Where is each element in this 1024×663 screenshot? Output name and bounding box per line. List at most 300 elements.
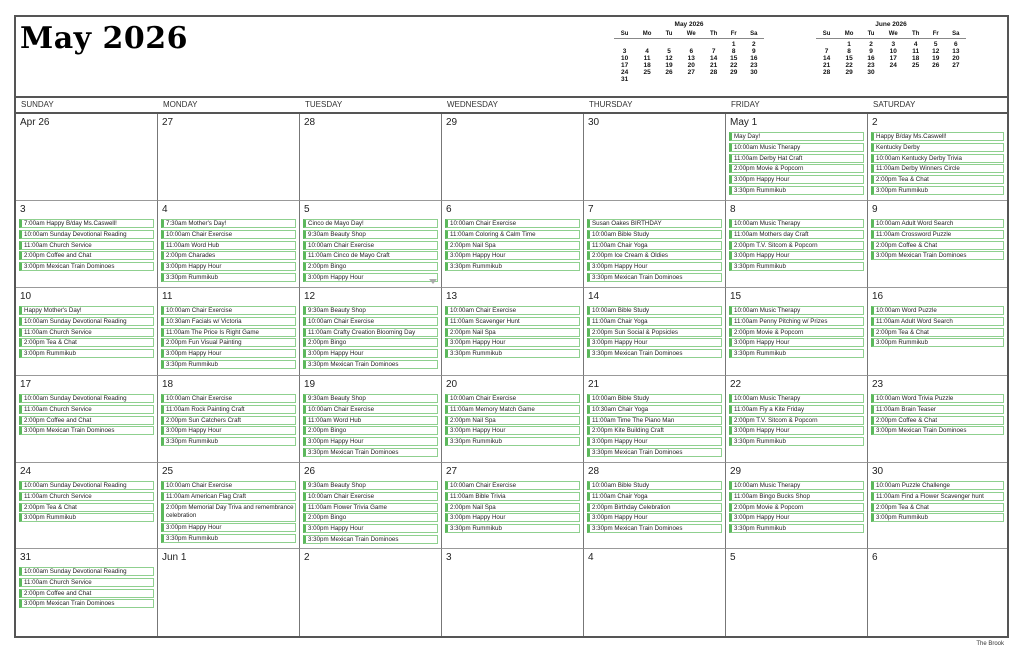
day-cell[interactable] <box>584 114 726 201</box>
event-item[interactable]: 11:00am Fly a Kite Friday <box>729 405 864 414</box>
mini-calendar-day[interactable]: 1 <box>847 41 851 48</box>
event-item[interactable]: 11:00am Mothers day Craft <box>729 230 864 239</box>
calendar-page <box>14 15 1009 638</box>
day-cell[interactable] <box>726 549 868 636</box>
day-cell[interactable] <box>158 463 300 549</box>
day-number: 3 <box>446 552 452 563</box>
event-item[interactable]: 2:00pm Tea & Chat <box>19 503 154 512</box>
event-item[interactable]: 3:00pm Happy Hour <box>303 349 438 358</box>
day-number: 23 <box>872 379 884 390</box>
event-item[interactable]: 11:00am The Price Is Right Game <box>161 328 296 337</box>
event-item[interactable]: 11:00am Derby Hat Craft <box>729 154 864 163</box>
event-item[interactable]: 2:00pm Memorial Day Triva and remembrance celebration <box>161 503 296 522</box>
event-item[interactable]: 2:00pm Tea & Chat <box>871 328 1004 337</box>
event-item[interactable]: 11:00am Flower Trivia Game <box>303 503 438 512</box>
event-item[interactable]: 11:00am Time The Piano Man <box>587 416 722 425</box>
event-item[interactable]: 10:00am Sunday Devotional Reading <box>19 567 154 576</box>
event-item[interactable]: 3:30pm Rummikub <box>161 273 296 282</box>
event-item[interactable]: 11:00am Crossword Puzzle <box>871 230 1004 239</box>
event-item[interactable]: 10:00am Chair Exercise <box>445 219 580 228</box>
day-number: 30 <box>872 466 884 477</box>
day-number: 26 <box>304 466 316 477</box>
event-item[interactable]: 10:00am Chair Exercise <box>445 306 580 315</box>
mini-calendar-day[interactable]: 13 <box>687 55 695 62</box>
event-item[interactable]: 10:00am Sunday Devotional Reading <box>19 230 154 239</box>
event-item[interactable]: 11:00am Church Service <box>19 241 154 250</box>
more-events-arrow-icon[interactable] <box>429 279 437 284</box>
day-number: 13 <box>446 291 458 302</box>
event-item[interactable]: 2:00pm Tea & Chat <box>871 503 1004 512</box>
event-item[interactable]: 2:00pm Movie & Popcorn <box>729 503 864 512</box>
day-cell[interactable] <box>726 201 868 288</box>
event-item[interactable]: 2:00pm Sun Catchers Craft <box>161 416 296 425</box>
event-item[interactable]: 3:00pm Happy Hour <box>587 338 722 347</box>
mini-calendar-day[interactable]: 10 <box>889 48 897 55</box>
mini-calendar-day[interactable]: 23 <box>867 62 875 69</box>
mini-calendar-day[interactable]: 18 <box>643 62 651 69</box>
event-item[interactable]: 10:00am Chair Exercise <box>303 317 438 326</box>
event-item[interactable]: 11:00am Church Service <box>19 405 154 414</box>
mini-calendar-weekday: Tu <box>861 31 881 39</box>
event-item[interactable]: 2:00pm T.V. Sitcom & Popcorn <box>729 241 864 250</box>
mini-calendar-day[interactable]: 9 <box>869 48 873 55</box>
event-item[interactable]: 2:00pm Bingo <box>303 513 438 522</box>
event-item[interactable]: 2:00pm Nail Spa <box>445 241 580 250</box>
event-item[interactable]: 11:00am Memory Match Game <box>445 405 580 414</box>
mini-calendar-day[interactable]: 14 <box>710 55 718 62</box>
day-number: 14 <box>588 291 600 302</box>
day-cell[interactable] <box>158 376 300 463</box>
day-cell[interactable] <box>158 288 300 376</box>
event-item[interactable]: 11:00am Find a Flower Scavenger hunt <box>871 492 1004 501</box>
event-item[interactable]: 11:00am Derby Winners Circle <box>871 164 1004 173</box>
day-cell[interactable] <box>16 201 158 288</box>
mini-calendar-day[interactable]: 16 <box>750 55 758 62</box>
day-cell[interactable] <box>868 463 1007 549</box>
event-item[interactable]: 3:00pm Mexican Train Dominoes <box>871 251 1004 260</box>
mini-calendar-day[interactable]: 2 <box>752 41 756 48</box>
event-item[interactable]: 2:00pm Kite Building Craft <box>587 426 722 435</box>
mini-calendar-day[interactable]: 2 <box>869 41 873 48</box>
mini-calendar-day <box>659 39 679 49</box>
event-item[interactable]: 3:00pm Happy Hour <box>161 262 296 271</box>
mini-calendar-day[interactable]: 30 <box>867 69 875 76</box>
event-item[interactable]: Happy B/day Ms.Caswell! <box>871 132 1004 141</box>
mini-calendar-day <box>946 69 966 76</box>
event-item[interactable]: 3:30pm Rummikub <box>445 262 580 271</box>
mini-calendar-day[interactable]: 5 <box>667 48 671 55</box>
mini-calendar-day[interactable]: 11 <box>643 55 651 62</box>
mini-calendar-day[interactable]: 25 <box>912 62 920 69</box>
day-number: 6 <box>872 552 878 563</box>
event-item[interactable]: 7:00am Happy B/day Ms.Caswell! <box>19 219 154 228</box>
mini-calendar-day[interactable]: 8 <box>847 48 851 55</box>
mini-calendar-day[interactable]: 5 <box>933 41 938 48</box>
mini-calendar-day[interactable]: 12 <box>932 48 940 55</box>
mini-calendar-day[interactable]: 6 <box>954 41 958 48</box>
event-item[interactable]: 3:00pm Rummikub <box>19 513 154 522</box>
event-item[interactable]: 3:00pm Happy Hour <box>161 523 296 532</box>
event-item[interactable]: 10:00am Bible Study <box>587 306 722 315</box>
event-item[interactable]: 10:00am Chair Exercise <box>445 481 580 490</box>
mini-calendar-day[interactable]: 16 <box>867 55 875 62</box>
event-item[interactable]: 3:30pm Mexican Train Dominoes <box>587 524 722 533</box>
event-item[interactable]: 2:00pm Bingo <box>303 426 438 435</box>
day-number: 10 <box>20 291 32 302</box>
day-number: 24 <box>20 466 32 477</box>
event-item[interactable]: 3:00pm Happy Hour <box>587 513 722 522</box>
mini-calendar-day[interactable]: 1 <box>731 41 736 48</box>
day-number: 30 <box>588 117 600 128</box>
event-item[interactable]: 3:30pm Rummikub <box>161 437 296 446</box>
mini-calendar-day[interactable]: 24 <box>620 69 629 76</box>
day-cell[interactable] <box>300 114 442 201</box>
event-item[interactable]: Happy Mother's Day! <box>19 306 154 315</box>
mini-calendar-day <box>744 76 764 83</box>
event-item[interactable]: 3:30pm Mexican Train Dominoes <box>587 448 722 457</box>
event-item[interactable]: 3:30pm Mexican Train Dominoes <box>587 273 722 282</box>
day-number: 5 <box>304 204 310 215</box>
event-item[interactable]: Kentucky Derby <box>871 143 1004 152</box>
event-item[interactable]: 3:00pm Mexican Train Dominoes <box>871 426 1004 435</box>
event-item[interactable]: 10:00am Chair Exercise <box>303 241 438 250</box>
day-cell[interactable] <box>442 114 584 201</box>
event-item[interactable]: Cinco de Mayo Day! <box>303 219 438 228</box>
day-cell[interactable] <box>442 201 584 288</box>
day-cell[interactable] <box>868 288 1007 376</box>
event-item[interactable]: 2:00pm Coffee and Chat <box>19 251 154 260</box>
day-cell[interactable] <box>16 549 158 636</box>
event-item[interactable]: 10:00am Sunday Devotional Reading <box>19 481 154 490</box>
event-item[interactable]: 3:30pm Rummikub <box>161 360 296 369</box>
day-cell[interactable] <box>300 549 442 636</box>
day-cell[interactable] <box>158 114 300 201</box>
event-item[interactable]: 3:30pm Rummikub <box>161 534 296 543</box>
event-item[interactable]: 11:00am Cinco de Mayo Craft <box>303 251 438 260</box>
mini-calendar-day[interactable]: 19 <box>932 55 940 62</box>
day-number: 28 <box>588 466 600 477</box>
event-item[interactable]: 3:00pm Happy Hour <box>303 273 438 282</box>
day-cell[interactable] <box>726 288 868 376</box>
event-item[interactable]: 2:00pm Coffee and Chat <box>19 416 154 425</box>
event-item[interactable]: 3:30pm Mexican Train Dominoes <box>303 360 438 369</box>
day-number: 25 <box>162 466 174 477</box>
day-cell[interactable] <box>584 549 726 636</box>
event-item[interactable]: 10:00am Music Therapy <box>729 143 864 152</box>
event-item[interactable]: 3:00pm Mexican Train Dominoes <box>19 599 154 608</box>
mini-calendar-day[interactable]: 28 <box>710 69 718 76</box>
event-item[interactable]: 11:00am Chair Yoga <box>587 317 722 326</box>
mini-calendar-weekday: Mo <box>635 31 659 39</box>
event-item[interactable]: 2:00pm Coffee and Chat <box>19 589 154 598</box>
event-item[interactable]: 2:00pm Sun Social & Popsicles <box>587 328 722 337</box>
day-cell[interactable] <box>442 463 584 549</box>
mini-calendar-day[interactable]: 18 <box>912 55 920 62</box>
day-cell[interactable] <box>300 463 442 549</box>
event-item[interactable]: 2:00pm Bingo <box>303 262 438 271</box>
mini-calendar-day[interactable]: 25 <box>643 69 651 76</box>
mini-calendar-day[interactable]: 4 <box>645 48 649 55</box>
event-item[interactable]: 3:00pm Happy Hour <box>729 426 864 435</box>
event-item[interactable]: 3:00pm Happy Hour <box>587 437 722 446</box>
event-item[interactable]: Susan Oakes BIRTHDAY <box>587 219 722 228</box>
event-item[interactable]: 10:00am Word Puzzle <box>871 306 1004 315</box>
mini-calendar-day[interactable]: 22 <box>845 62 853 69</box>
event-item[interactable]: 10:00am Bible Study <box>587 481 722 490</box>
day-cell[interactable] <box>584 201 726 288</box>
day-cell[interactable] <box>158 549 300 636</box>
mini-calendar-day[interactable]: 24 <box>889 62 897 69</box>
event-item[interactable]: 10:00am Adult Word Search <box>871 219 1004 228</box>
day-number: Apr 26 <box>20 117 50 128</box>
event-item[interactable]: 10:00am Chair Exercise <box>303 405 438 414</box>
event-item[interactable]: 3:00pm Happy Hour <box>729 338 864 347</box>
event-item[interactable]: 10:00am Chair Exercise <box>161 230 296 239</box>
day-cell[interactable] <box>868 201 1007 288</box>
mini-calendar-day[interactable]: 27 <box>952 62 960 69</box>
day-cell[interactable] <box>584 288 726 376</box>
mini-calendar-day <box>724 76 744 83</box>
event-item[interactable]: 11:00am Rock Painting Craft <box>161 405 296 414</box>
mini-calendar-day[interactable]: 21 <box>822 62 831 69</box>
weekday-wednesday: WEDNESDAY <box>447 100 498 109</box>
day-cell[interactable] <box>868 114 1007 201</box>
event-item[interactable]: 9:30am Beauty Shop <box>303 394 438 403</box>
event-item[interactable]: 11:00am Adult Word Search <box>871 317 1004 326</box>
mini-calendar-day[interactable]: 14 <box>822 55 831 62</box>
weekday-thursday: THURSDAY <box>589 100 633 109</box>
day-cell[interactable] <box>868 549 1007 636</box>
event-item[interactable]: 3:00pm Mexican Train Dominoes <box>19 262 154 271</box>
event-item[interactable]: 3:00pm Rummikub <box>871 338 1004 347</box>
event-item[interactable]: 3:30pm Rummikub <box>445 524 580 533</box>
mini-calendar-day[interactable]: 22 <box>730 62 738 69</box>
event-item[interactable]: 11:00am American Flag Craft <box>161 492 296 501</box>
event-item[interactable]: 2:00pm Charades <box>161 251 296 260</box>
event-item[interactable]: 2:00pm Nail Spa <box>445 503 580 512</box>
event-item[interactable]: 3:00pm Rummikub <box>871 513 1004 522</box>
day-cell[interactable] <box>16 288 158 376</box>
event-item[interactable]: 3:30pm Mexican Train Dominoes <box>303 535 438 544</box>
event-item[interactable]: 10:00am Sunday Devotional Reading <box>19 317 154 326</box>
day-cell[interactable] <box>868 376 1007 463</box>
mini-calendar-day[interactable]: 8 <box>731 48 736 55</box>
day-number: 3 <box>20 204 26 215</box>
event-item[interactable]: 11:00am Coloring & Calm Time <box>445 230 580 239</box>
event-item[interactable]: 11:00am Word Hub <box>303 416 438 425</box>
mini-calendar-day[interactable]: 21 <box>710 62 718 69</box>
event-item[interactable]: 3:30pm Rummikub <box>445 349 580 358</box>
event-item[interactable]: 11:00am Church Service <box>19 492 154 501</box>
mini-calendar-day <box>679 76 704 83</box>
event-item[interactable]: 11:00am Scavenger Hunt <box>445 317 580 326</box>
day-cell[interactable] <box>726 114 868 201</box>
mini-calendar-day[interactable]: 29 <box>845 69 853 76</box>
day-cell[interactable] <box>584 463 726 549</box>
event-item[interactable]: 3:00pm Mexican Train Dominoes <box>19 426 154 435</box>
event-item[interactable]: 11:00am Church Service <box>19 328 154 337</box>
event-item[interactable]: 3:00pm Happy Hour <box>445 426 580 435</box>
event-item[interactable]: 10:00am Music Therapy <box>729 394 864 403</box>
event-item[interactable]: 2:00pm Movie & Popcorn <box>729 328 864 337</box>
mini-calendar-weekday: We <box>679 31 704 39</box>
event-item[interactable]: 10:00am Chair Exercise <box>303 492 438 501</box>
event-item[interactable]: 10:00am Chair Exercise <box>161 306 296 315</box>
event-item[interactable]: May Day! <box>729 132 864 141</box>
event-item[interactable]: 2:00pm Nail Spa <box>445 328 580 337</box>
mini-calendar-day[interactable]: 17 <box>620 62 629 69</box>
event-item[interactable]: 11:00am Bingo Bucks Shop <box>729 492 864 501</box>
event-item[interactable]: 10:00am Bible Study <box>587 394 722 403</box>
mini-calendar-weekday: Su <box>816 31 837 39</box>
event-item[interactable]: 10:30am Chair Yoga <box>587 405 722 414</box>
event-item[interactable]: 10:00am Music Therapy <box>729 219 864 228</box>
mini-calendar-day[interactable]: 10 <box>620 55 629 62</box>
mini-calendar-day[interactable]: 7 <box>711 48 716 55</box>
event-item[interactable]: 2:00pm T.V. Sitcom & Popcorn <box>729 416 864 425</box>
mini-calendar-day <box>906 69 926 76</box>
event-item[interactable]: 2:00pm Coffee & Chat <box>871 241 1004 250</box>
event-item[interactable]: 3:30pm Rummikub <box>729 524 864 533</box>
event-item[interactable]: 3:00pm Happy Hour <box>729 513 864 522</box>
day-number: 29 <box>446 117 458 128</box>
mini-calendar-day[interactable]: 9 <box>752 48 756 55</box>
mini-calendar-day[interactable]: 27 <box>687 69 695 76</box>
day-cell[interactable] <box>442 288 584 376</box>
mini-calendar-day[interactable]: 20 <box>687 62 695 69</box>
event-item[interactable]: 10:00am Chair Exercise <box>161 481 296 490</box>
mini-calendar-weekday: Th <box>906 31 926 39</box>
event-item[interactable]: 3:00pm Happy Hour <box>303 524 438 533</box>
mini-calendar-day[interactable]: 17 <box>889 55 897 62</box>
day-cell[interactable] <box>300 376 442 463</box>
day-cell[interactable] <box>158 201 300 288</box>
event-item[interactable]: 2:00pm Fun Visual Painting <box>161 338 296 347</box>
event-item[interactable]: 3:30pm Rummikub <box>729 186 864 195</box>
event-item[interactable]: 11:00am Crafty Creation Blooming Day <box>303 328 438 337</box>
day-cell[interactable] <box>726 376 868 463</box>
event-item[interactable]: 3:30pm Mexican Train Dominoes <box>587 349 722 358</box>
event-item[interactable]: 3:00pm Happy Hour <box>303 437 438 446</box>
event-item[interactable]: 11:00am Word Hub <box>161 241 296 250</box>
event-item[interactable]: 3:00pm Happy Hour <box>445 338 580 347</box>
event-item[interactable]: 2:00pm Coffee & Chat <box>871 416 1004 425</box>
event-item[interactable]: 3:30pm Mexican Train Dominoes <box>303 448 438 457</box>
day-cell[interactable] <box>16 114 158 201</box>
event-item[interactable]: 11:00am Chair Yoga <box>587 492 722 501</box>
mini-calendar-day[interactable]: 29 <box>730 69 738 76</box>
mini-calendar-day[interactable]: 4 <box>913 41 918 48</box>
event-item[interactable]: 11:00am Bible Trivia <box>445 492 580 501</box>
day-number: 28 <box>304 117 316 128</box>
mini-calendar-day[interactable]: 31 <box>620 76 629 83</box>
event-item[interactable]: 10:00am Chair Exercise <box>445 394 580 403</box>
event-item[interactable]: 11:00am Penny Pitching w/ Prizes <box>729 317 864 326</box>
mini-calendar-day[interactable]: 26 <box>665 69 673 76</box>
mini-calendar-day[interactable]: 19 <box>665 62 673 69</box>
event-item[interactable]: 3:00pm Happy Hour <box>587 262 722 271</box>
day-cell[interactable] <box>300 288 442 376</box>
mini-calendar-day <box>926 69 946 76</box>
event-item[interactable]: 3:00pm Happy Hour <box>729 251 864 260</box>
event-item[interactable]: 10:00am Kentucky Derby Trivia <box>871 154 1004 163</box>
event-item[interactable]: 3:00pm Happy Hour <box>161 349 296 358</box>
day-cell[interactable] <box>16 376 158 463</box>
mini-calendar-day[interactable]: 15 <box>730 55 738 62</box>
mini-calendar-day[interactable]: 12 <box>665 55 673 62</box>
event-item[interactable]: 10:00am Sunday Devotional Reading <box>19 394 154 403</box>
event-item[interactable]: 10:00am Music Therapy <box>729 481 864 490</box>
mini-calendar-day[interactable]: 23 <box>750 62 758 69</box>
mini-calendar-day[interactable]: 13 <box>952 48 960 55</box>
day-cell[interactable] <box>16 463 158 549</box>
event-item[interactable]: 3:00pm Happy Hour <box>161 426 296 435</box>
day-cell[interactable] <box>442 549 584 636</box>
event-item[interactable]: 3:30pm Rummikub <box>729 262 864 271</box>
mini-calendar-day[interactable]: 15 <box>845 55 853 62</box>
weekday-friday: FRIDAY <box>731 100 760 109</box>
mini-calendar-day[interactable]: 20 <box>952 55 960 62</box>
event-item[interactable]: 3:30pm Rummikub <box>729 349 864 358</box>
event-item[interactable]: 2:00pm Birthday Celebration <box>587 503 722 512</box>
event-item[interactable]: 11:00am Brain Teaser <box>871 405 1004 414</box>
day-number: 12 <box>304 291 316 302</box>
mini-calendar-weekday: Su <box>614 31 635 39</box>
event-item[interactable]: 2:00pm Tea & Chat <box>19 338 154 347</box>
event-item[interactable]: 3:00pm Happy Hour <box>445 513 580 522</box>
event-item[interactable]: 3:00pm Rummikub <box>19 349 154 358</box>
mini-calendar-weekday: We <box>881 31 906 39</box>
mini-calendar-day[interactable]: 26 <box>932 62 940 69</box>
event-item[interactable]: 3:30pm Rummikub <box>445 437 580 446</box>
event-item[interactable]: 10:30am Facials w/ Victoria <box>161 317 296 326</box>
event-item[interactable]: 10:00am Puzzle Challenge <box>871 481 1004 490</box>
event-item[interactable]: 10:00am Music Therapy <box>729 306 864 315</box>
mini-calendar-weekday: Tu <box>659 31 679 39</box>
event-item[interactable]: 7:30am Mother's Day! <box>161 219 296 228</box>
event-item[interactable]: 11:00am Church Service <box>19 578 154 587</box>
mini-calendar-day[interactable]: 30 <box>750 69 758 76</box>
event-item[interactable]: 2:00pm Movie & Popcorn <box>729 164 864 173</box>
event-item[interactable]: 9:30am Beauty Shop <box>303 481 438 490</box>
event-item[interactable]: 3:00pm Rummikub <box>871 186 1004 195</box>
event-item[interactable]: 3:00pm Happy Hour <box>445 251 580 260</box>
event-item[interactable]: 2:00pm Ice Cream & Oldies <box>587 251 722 260</box>
day-number: 15 <box>730 291 742 302</box>
event-item[interactable]: 2:00pm Tea & Chat <box>871 175 1004 184</box>
mini-calendar-day[interactable]: 3 <box>622 48 627 55</box>
day-cell[interactable] <box>300 201 442 288</box>
mini-calendar-day[interactable]: 28 <box>822 69 831 76</box>
event-item[interactable]: 2:00pm Nail Spa <box>445 416 580 425</box>
event-item[interactable]: 10:00am Chair Exercise <box>161 394 296 403</box>
event-item[interactable]: 3:00pm Happy Hour <box>729 175 864 184</box>
mini-calendar-day[interactable]: 7 <box>824 48 829 55</box>
event-item[interactable]: 9:30am Beauty Shop <box>303 230 438 239</box>
day-cell[interactable] <box>726 463 868 549</box>
event-item[interactable]: 3:30pm Rummikub <box>729 437 864 446</box>
event-item[interactable]: 10:00am Word Trivia Puzzle <box>871 394 1004 403</box>
day-cell[interactable] <box>442 376 584 463</box>
event-item[interactable]: 10:00am Bible Study <box>587 230 722 239</box>
event-item[interactable]: 11:00am Chair Yoga <box>587 241 722 250</box>
event-item[interactable]: 9:30am Beauty Shop <box>303 306 438 315</box>
day-cell[interactable] <box>584 376 726 463</box>
mini-calendar-day[interactable]: 11 <box>912 48 920 55</box>
mini-calendar-day[interactable]: 6 <box>689 48 694 55</box>
mini-calendar-day[interactable]: 3 <box>891 41 896 48</box>
event-item[interactable]: 2:00pm Bingo <box>303 338 438 347</box>
